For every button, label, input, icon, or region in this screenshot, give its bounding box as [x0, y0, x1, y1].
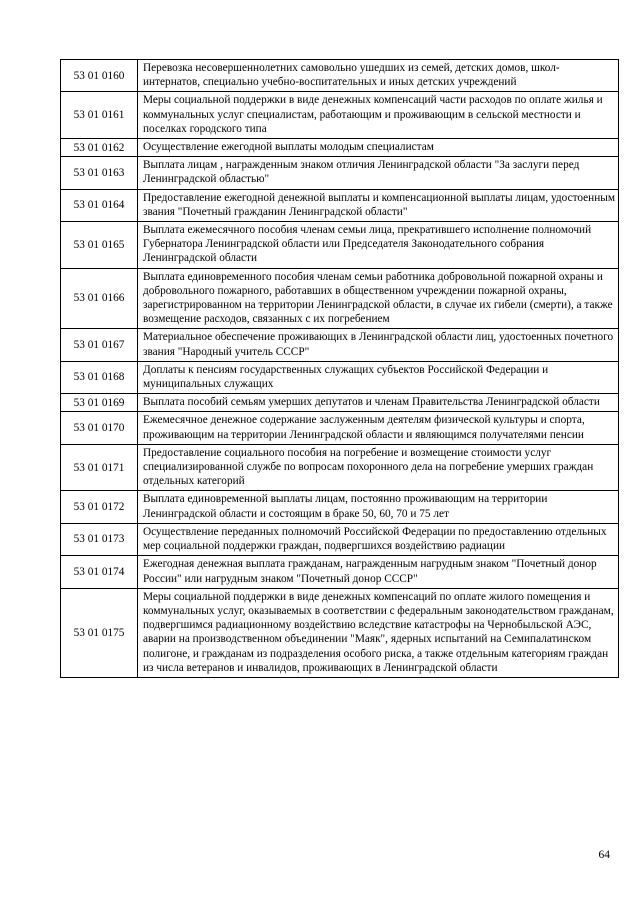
description-cell: Выплата единовременного пособия членам семьи работника добровольной пожарной охраны и добровольного пожарного, работавших в общественном учреждении пожарной охраны, зарегистрированном на территории Ленинградской области, в случае их гибели (смерти), а также возмещение расходов, связанных с их погребением — [138, 268, 619, 329]
description-cell: Предоставление ежегодной денежной выплаты и компенсационной выплаты лицам, удостоенным звания "Почетный гражданин Ленинградской области" — [138, 189, 619, 221]
description-cell: Ежегодная денежная выплата гражданам, награжденным нагрудным знаком "Почетный донор России" или нагрудным знаком "Почетный донор СССР" — [138, 556, 619, 588]
budget-code-cell: 53 01 0169 — [61, 394, 138, 412]
budget-code-cell: 53 01 0170 — [61, 412, 138, 444]
budget-code-cell: 53 01 0162 — [61, 139, 138, 157]
table-row — [61, 491, 619, 523]
table-row — [61, 268, 619, 329]
budget-code-cell: 53 01 0167 — [61, 329, 138, 361]
budget-code-cell: 53 01 0168 — [61, 361, 138, 393]
table-row — [61, 92, 619, 139]
table-row — [61, 222, 619, 269]
table-row — [61, 139, 619, 157]
description-cell: Предоставление социального пособия на погребение и возмещение стоимости услуг специализированной службе по вопросам похоронного дела на погребение умерших граждан отдельных категорий — [138, 444, 619, 491]
table-body — [61, 60, 619, 678]
table-row — [61, 444, 619, 491]
budget-code-cell: 53 01 0172 — [61, 491, 138, 523]
table-row — [61, 523, 619, 555]
description-cell: Выплата лицам , награжденным знаком отличия Ленинградской области "За заслуги перед Ленинградской областью" — [138, 157, 619, 189]
table-row — [61, 329, 619, 361]
description-cell: Выплата ежемесячного пособия членам семьи лица, прекратившего исполнение полномочий Губернатора Ленинградской области или Председателя Законодательного собрания Ленинградской области — [138, 222, 619, 269]
table-row — [61, 189, 619, 221]
table-row — [61, 60, 619, 92]
table-row — [61, 556, 619, 588]
description-cell: Меры социальной поддержки в виде денежных компенсаций по оплате жилого помещения и коммунальных услуг, оказываемых в соответствии с федеральным законодательством гражданам, подвергшимся радиационному воздействию вследствие катастрофы на Чернобыльской АЭС, аварии на производственном объединении "Маяк", ядерных испытаний на Семипалатинском полигоне, и гражданам из подразделения особого риска, а также отдельным категориям граждан из числа ветеранов и инвалидов, проживающих в Ленинградской области — [138, 588, 619, 677]
budget-code-cell: 53 01 0174 — [61, 556, 138, 588]
budget-code-cell: 53 01 0163 — [61, 157, 138, 189]
budget-code-cell: 53 01 0164 — [61, 189, 138, 221]
description-cell: Ежемесячное денежное содержание заслуженным деятелям физической культуры и спорта, проживающим на территории Ленинградской области и являющимся получателями пенсии — [138, 412, 619, 444]
table-row — [61, 157, 619, 189]
table-row — [61, 412, 619, 444]
description-cell: Выплата пособий семьям умерших депутатов и членам Правительства Ленинградской области — [138, 394, 619, 412]
description-cell: Материальное обеспечение проживающих в Ленинградской области лиц, удостоенных почетного звания "Народный учитель СССР" — [138, 329, 619, 361]
budget-code-table — [60, 59, 619, 678]
table-row — [61, 394, 619, 412]
budget-code-cell: 53 01 0173 — [61, 523, 138, 555]
description-cell: Выплата единовременной выплаты лицам, постоянно проживающим на территории Ленинградской области и состоящим в браке 50, 60, 70 и 75 лет — [138, 491, 619, 523]
table-row — [61, 361, 619, 393]
budget-code-cell: 53 01 0166 — [61, 268, 138, 329]
budget-code-cell: 53 01 0175 — [61, 588, 138, 677]
page-number: 64 — [598, 849, 610, 861]
budget-code-cell: 53 01 0160 — [61, 60, 138, 92]
description-cell: Меры социальной поддержки в виде денежных компенсаций части расходов по оплате жилья и коммунальных услуг специалистам, работающим и проживающим в сельской местности и поселках городского типа — [138, 92, 619, 139]
budget-code-cell: 53 01 0161 — [61, 92, 138, 139]
budget-code-cell: 53 01 0165 — [61, 222, 138, 269]
description-cell: Осуществление переданных полномочий Российской Федерации по предоставлению отдельных мер социальной поддержки граждан, подвергшихся воздействию радиации — [138, 523, 619, 555]
table-row — [61, 588, 619, 677]
description-cell: Доплаты к пенсиям государственных служащих субъектов Российской Федерации и муниципальных служащих — [138, 361, 619, 393]
description-cell: Осуществление ежегодной выплаты молодым специалистам — [138, 139, 619, 157]
budget-code-cell: 53 01 0171 — [61, 444, 138, 491]
description-cell: Перевозка несовершеннолетних самовольно ушедших из семей, детских домов, школ-интернатов, специально учебно-воспитательных и иных детских учреждений — [138, 60, 619, 92]
